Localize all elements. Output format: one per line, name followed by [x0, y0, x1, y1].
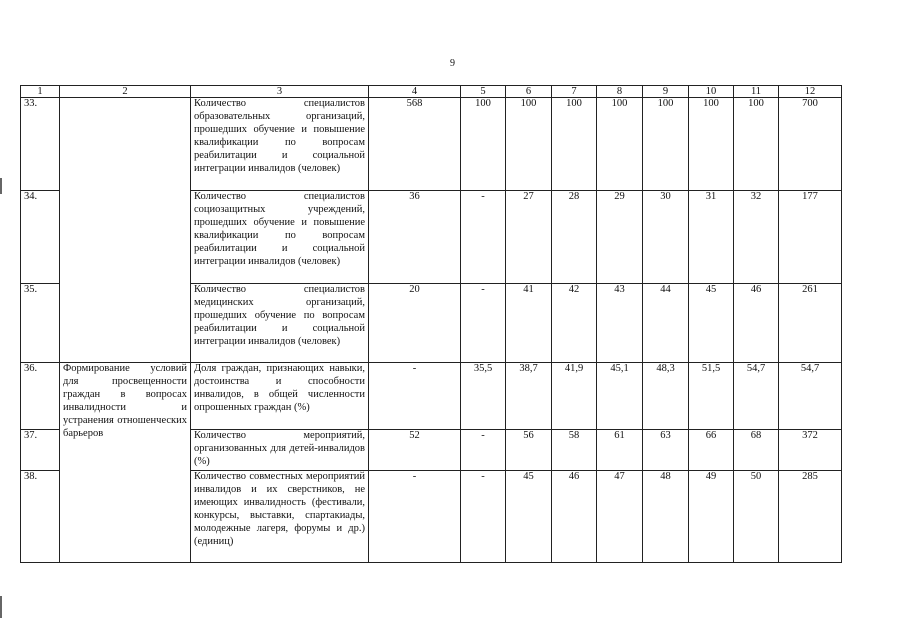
value-cell: 28 [552, 191, 597, 284]
value-cell: 45,1 [597, 363, 643, 430]
direction-cell: Формирование условий для просвещенности граждан в вопросах инвалидности и устранения отношенческих барьеров [60, 363, 191, 563]
column-header: 3 [191, 86, 369, 98]
value-cell: 47 [597, 471, 643, 563]
value-cell: 36 [369, 191, 461, 284]
column-header: 4 [369, 86, 461, 98]
value-cell: 45 [506, 471, 552, 563]
value-cell: 68 [734, 430, 779, 471]
value-cell: - [461, 191, 506, 284]
table-row [21, 98, 842, 191]
value-cell: 61 [597, 430, 643, 471]
value-cell: 46 [552, 471, 597, 563]
indicator-cell: Количество совместных мероприятий инвалидов и их сверстников, не имеющих инвалидность (фестивали, конкурсы, выставки, спартакиады, молодежные лагеря, форумы и др.) (единиц) [191, 471, 369, 563]
indicator-cell: Количество специалистов социозащитных учреждений, прошедших обучение и повышение квалификации по вопросам реабилитации и социальной интеграции инвалидов (человек) [191, 191, 369, 284]
value-cell: 52 [369, 430, 461, 471]
value-cell: 261 [779, 284, 842, 363]
column-header: 1 [21, 86, 60, 98]
value-cell: 49 [689, 471, 734, 563]
value-cell: - [461, 284, 506, 363]
value-cell: 27 [506, 191, 552, 284]
value-cell: 30 [643, 191, 689, 284]
value-cell: 41 [506, 284, 552, 363]
value-cell: 43 [597, 284, 643, 363]
value-cell: - [461, 430, 506, 471]
value-cell: 42 [552, 284, 597, 363]
value-cell: 100 [552, 98, 597, 191]
row-number: 34. [21, 191, 60, 284]
value-cell: 568 [369, 98, 461, 191]
indicator-cell: Количество специалистов медицинских организаций, прошедших обучение по вопросам реабилитации и социальной интеграции инвалидов (человек) [191, 284, 369, 363]
value-cell: 700 [779, 98, 842, 191]
value-cell: 51,5 [689, 363, 734, 430]
value-cell: 100 [461, 98, 506, 191]
value-cell: 54,7 [734, 363, 779, 430]
value-cell: 48,3 [643, 363, 689, 430]
value-cell: 54,7 [779, 363, 842, 430]
value-cell: - [369, 471, 461, 563]
value-cell: 63 [643, 430, 689, 471]
column-header: 5 [461, 86, 506, 98]
direction-cell-empty [60, 98, 191, 363]
column-header: 9 [643, 86, 689, 98]
column-header: 12 [779, 86, 842, 98]
value-cell: 46 [734, 284, 779, 363]
value-cell: - [461, 471, 506, 563]
value-cell: 58 [552, 430, 597, 471]
table-row [21, 363, 842, 430]
value-cell: 31 [689, 191, 734, 284]
value-cell: 20 [369, 284, 461, 363]
column-header: 7 [552, 86, 597, 98]
column-header: 8 [597, 86, 643, 98]
value-cell: - [369, 363, 461, 430]
value-cell: 44 [643, 284, 689, 363]
value-cell: 45 [689, 284, 734, 363]
value-cell: 177 [779, 191, 842, 284]
value-cell: 48 [643, 471, 689, 563]
column-header: 6 [506, 86, 552, 98]
value-cell: 32 [734, 191, 779, 284]
header-row [21, 86, 842, 98]
row-number: 37. [21, 430, 60, 471]
value-cell: 100 [643, 98, 689, 191]
value-cell: 50 [734, 471, 779, 563]
row-number: 33. [21, 98, 60, 191]
value-cell: 100 [597, 98, 643, 191]
value-cell: 41,9 [552, 363, 597, 430]
value-cell: 100 [734, 98, 779, 191]
left-edge-mark-top [0, 178, 2, 194]
column-header: 2 [60, 86, 191, 98]
value-cell: 100 [689, 98, 734, 191]
page-number: 9 [450, 58, 455, 69]
value-cell: 66 [689, 430, 734, 471]
indicator-cell: Количество специалистов образовательных организаций, прошедших обучение и повышение квалификации по вопросам реабилитации и социальной интеграции инвалидов (человек) [191, 98, 369, 191]
indicator-cell: Количество мероприятий, организованных для детей-инвалидов (%) [191, 430, 369, 471]
row-number: 35. [21, 284, 60, 363]
value-cell: 285 [779, 471, 842, 563]
value-cell: 29 [597, 191, 643, 284]
indicators-table [20, 85, 842, 563]
value-cell: 100 [506, 98, 552, 191]
column-header: 11 [734, 86, 779, 98]
value-cell: 35,5 [461, 363, 506, 430]
row-number: 36. [21, 363, 60, 430]
left-edge-mark-bottom [0, 596, 2, 618]
row-number: 38. [21, 471, 60, 563]
value-cell: 38,7 [506, 363, 552, 430]
column-header: 10 [689, 86, 734, 98]
indicator-cell: Доля граждан, признающих навыки, достоинства и способности инвалидов, в общей численности опрошенных граждан (%) [191, 363, 369, 430]
value-cell: 56 [506, 430, 552, 471]
value-cell: 372 [779, 430, 842, 471]
